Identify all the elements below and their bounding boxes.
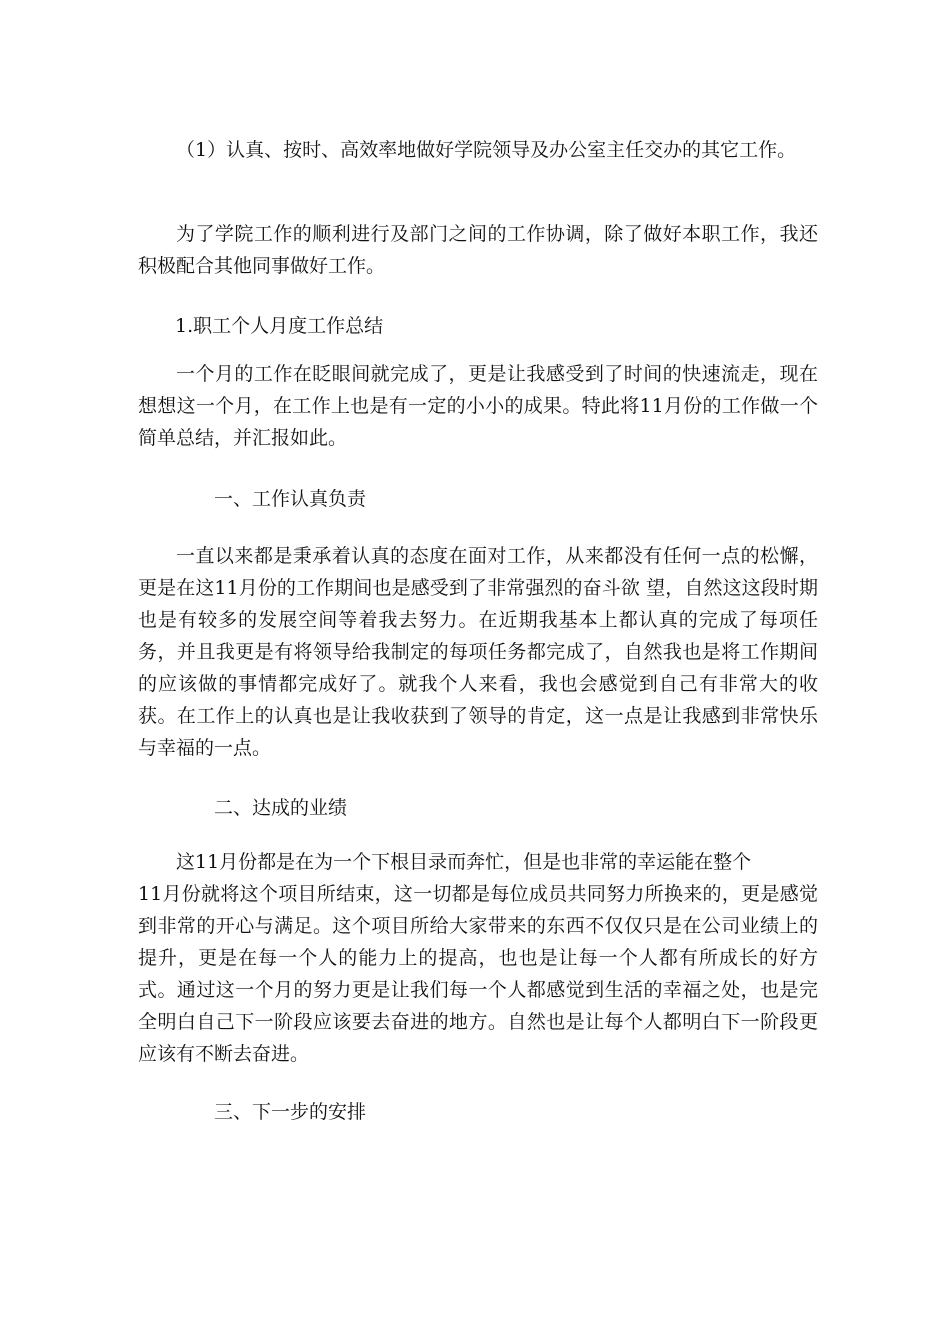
heading-section-three: 三、下一步的安排 xyxy=(214,1101,367,1123)
paragraph-section-two: 11月份就将这个项目所结束，这一切都是每位成员共同努力所换来的，更是感觉到非常的开心与满足。这个项目所给大家带来的东西不仅仅只是在公司业绩上的提升，更是在每一个人的能力上的提高，也也是让每一个人都有所成长的好方式。通过这一个月的努力更是让我们每一个人都感觉到生活的幸福之处，也是完全明白自己下一阶段应该要去奋进的地方。自然也是让每个人都明白下一阶段更应该有不断去奋进。 xyxy=(138,883,818,1065)
heading-monthly-summary: 1.职工个人月度工作总结 xyxy=(175,315,384,337)
paragraph-section-two-first-line: 这11月份都是在为一个下根目录而奔忙，但是也非常的幸运能在整个 xyxy=(176,851,752,873)
paragraph-cooperation: 为了学院工作的顺利进行及部门之间的工作协调，除了做好本职工作，我还积极配合其他同事做好工作。 xyxy=(138,223,818,277)
paragraph-other-tasks: （1）认真、按时、高效率地做好学院领导及办公室主任交办的其它工作。 xyxy=(176,139,797,161)
paragraph-intro: 一个月的工作在眨眼间就完成了，更是让我感受到了时间的快速流走，现在想想这一个月，在工作上也是有一定的小小的成果。特此将11月份的工作做一个简单总结，并汇报如此。 xyxy=(138,363,818,449)
paragraph-section-one: 一直以来都是秉承着认真的态度在面对工作，从来都没有任何一点的松懈，更是在这11月份的工作期间也是感受到了非常强烈的奋斗欲 望，自然这这段时期也是有较多的发展空间等着我去努力。在近期我基本上都认真的完成了每项任务，并且我更是有将领导给我制定的每项任务都完成了，自然我也是将工作期间的应该做的事情都完成好了。就我个人来看，我也会感觉到自己有非常大的收获。在工作上的认真也是让我收获到了领导的肯定，这一点是让我感到非常快乐与幸福的一点。 xyxy=(138,545,818,759)
heading-section-two: 二、达成的业绩 xyxy=(214,797,348,819)
heading-section-one: 一、工作认真负责 xyxy=(214,488,367,510)
